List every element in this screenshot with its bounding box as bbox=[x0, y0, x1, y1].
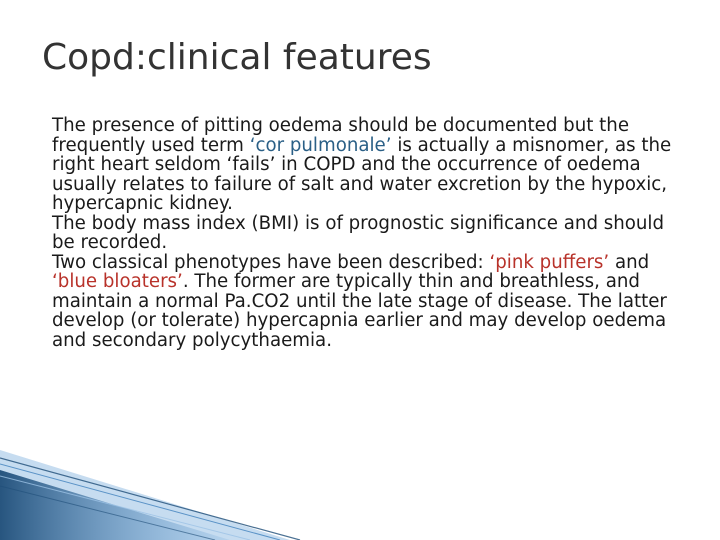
paragraph-phenotypes-text-2: and bbox=[609, 251, 650, 273]
slide-title: Copd:clinical features bbox=[42, 37, 432, 78]
blue-bloaters-term: ‘blue bloaters’ bbox=[52, 271, 183, 292]
paragraph-phenotypes-text-1: Two classical phenotypes have been described: bbox=[52, 251, 490, 273]
paragraph-oedema bbox=[52, 116, 682, 214]
paragraph-phenotypes bbox=[52, 253, 682, 351]
decorative-swoosh-graphic bbox=[0, 450, 720, 540]
paragraph-phenotypes-text-3: . The former are typically thin and breathless, and maintain a normal Pa.CO2 until the late stage of disease. The latter develop (or tolerate) hypercapnia earlier and may develop oedema and secondary polycythaemia. bbox=[52, 271, 667, 351]
paragraph-oedema-text-1: The presence of pitting oedema should be documented but the frequently used term bbox=[52, 115, 630, 156]
cor-pulmonale-term: ‘cor pulmonale’ bbox=[249, 134, 392, 156]
paragraph-bmi: The body mass index (BMI) is of prognostic significance and should be recorded. bbox=[52, 212, 665, 253]
pink-puffers-term: ‘pink puffers’ bbox=[489, 251, 610, 273]
paragraph-oedema-text-2: is actually a misnomer, as the right heart seldom ‘fails’ in COPD and the occurrence of oedema usually relates to failure of salt and water excretion by the hypoxic, hypercapnic kidney. bbox=[52, 134, 672, 214]
slide-body bbox=[52, 116, 682, 350]
